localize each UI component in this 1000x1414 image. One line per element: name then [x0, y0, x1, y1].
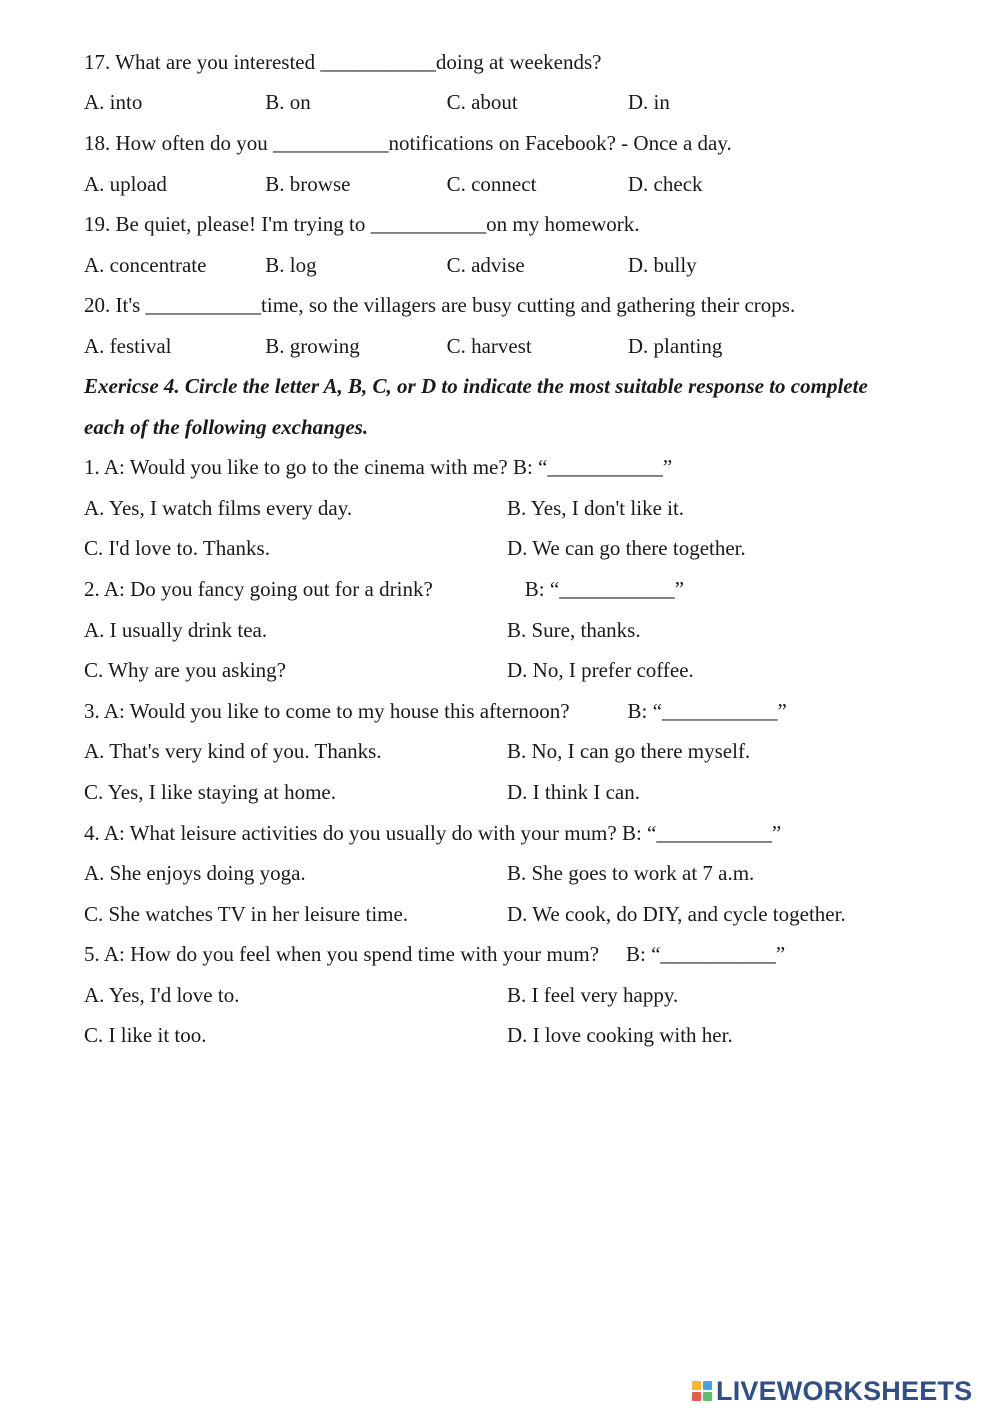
option-a[interactable]: A. upload	[84, 172, 167, 196]
option-b[interactable]: B. browse	[265, 172, 351, 196]
logo-square	[692, 1392, 701, 1401]
stem-prompt: 3. A: Would you like to come to my house this afternoon?	[84, 699, 570, 723]
question-17-options	[84, 82, 809, 122]
ex4-question-3-options-row1	[84, 731, 930, 771]
option-d[interactable]: D. I love cooking with her.	[507, 1023, 733, 1047]
exercise-4-heading: Exericse 4. Circle the letter A, B, C, or D to indicate the most suitable response to complete	[84, 374, 868, 398]
option-b[interactable]: B. Sure, thanks.	[507, 618, 641, 642]
option-d[interactable]: D. planting	[627, 334, 723, 358]
question-19-stem: 19. Be quiet, please! I'm trying to ___________on my homework.	[84, 212, 640, 236]
ex4-question-2-stem	[84, 569, 684, 609]
option-a[interactable]: A. She enjoys doing yoga.	[84, 861, 306, 885]
stem-answer-blank[interactable]: B: “___________”	[626, 942, 786, 966]
option-b[interactable]: B. I feel very happy.	[507, 983, 679, 1007]
option-a[interactable]: A. I usually drink tea.	[84, 618, 268, 642]
ex4-question-1-options-row2	[84, 528, 930, 568]
logo-square	[703, 1381, 712, 1390]
option-a[interactable]: A. Yes, I watch films every day.	[84, 496, 353, 520]
option-a[interactable]: A. concentrate	[84, 253, 207, 277]
option-c[interactable]: C. about	[446, 90, 518, 114]
option-c[interactable]: C. She watches TV in her leisure time.	[84, 902, 409, 926]
question-20-options	[84, 326, 809, 366]
stem-answer-blank[interactable]: B: “___________”	[524, 577, 685, 601]
option-d[interactable]: D. I think I can.	[507, 780, 640, 804]
option-d[interactable]: D. We can go there together.	[507, 536, 746, 560]
option-c[interactable]: C. I'd love to. Thanks.	[84, 536, 270, 560]
option-b[interactable]: B. She goes to work at 7 a.m.	[507, 861, 755, 885]
question-18-stem: 18. How often do you ___________notifications on Facebook? - Once a day.	[84, 131, 732, 155]
option-c[interactable]: C. Yes, I like staying at home.	[84, 780, 336, 804]
ex4-question-3-options-row2	[84, 772, 930, 812]
stem-prompt: 2. A: Do you fancy going out for a drink?	[84, 577, 433, 601]
ex4-question-2-options-row1	[84, 610, 930, 650]
option-a[interactable]: A. That's very kind of you. Thanks.	[84, 739, 382, 763]
ex4-question-3-stem	[84, 691, 787, 731]
ex4-question-1-options-row1	[84, 488, 930, 528]
option-b[interactable]: B. log	[265, 253, 317, 277]
question-18-options	[84, 164, 809, 204]
ex4-question-2-options-row2	[84, 650, 930, 690]
ex4-question-4-options-row1	[84, 853, 930, 893]
option-b[interactable]: B. No, I can go there myself.	[507, 739, 751, 763]
logo-square	[692, 1381, 701, 1390]
question-20-stem: 20. It's ___________time, so the villagers are busy cutting and gathering their crops.	[84, 293, 796, 317]
ex4-question-1-stem: 1. A: Would you like to go to the cinema with me? B: “___________”	[84, 455, 673, 479]
option-d[interactable]: D. check	[627, 172, 703, 196]
ex4-question-5-options-row2	[84, 1015, 930, 1055]
option-c[interactable]: C. I like it too.	[84, 1023, 207, 1047]
option-b[interactable]: B. Yes, I don't like it.	[507, 496, 685, 520]
option-a[interactable]: A. Yes, I'd love to.	[84, 983, 240, 1007]
stem-prompt: 5. A: How do you feel when you spend time with your mum?	[84, 942, 600, 966]
option-c[interactable]: C. Why are you asking?	[84, 658, 286, 682]
option-a[interactable]: A. into	[84, 90, 143, 114]
option-c[interactable]: C. harvest	[446, 334, 532, 358]
option-b[interactable]: B. on	[265, 90, 311, 114]
liveworksheets-logo[interactable]	[692, 1376, 972, 1406]
option-d[interactable]: D. We cook, do DIY, and cycle together.	[507, 902, 846, 926]
logo-grid-icon	[692, 1381, 712, 1401]
option-d[interactable]: D. in	[627, 90, 670, 114]
logo-text: LIVEWORKSHEETS	[716, 1375, 973, 1406]
question-17-stem: 17. What are you interested ___________doing at weekends?	[84, 50, 602, 74]
option-d[interactable]: D. bully	[627, 253, 697, 277]
option-b[interactable]: B. growing	[265, 334, 360, 358]
option-d[interactable]: D. No, I prefer coffee.	[507, 658, 694, 682]
question-19-options	[84, 245, 809, 285]
ex4-question-4-options-row2	[84, 894, 930, 934]
ex4-question-4-stem: 4. A: What leisure activities do you usually do with your mum? B: “___________”	[84, 821, 782, 845]
stem-answer-blank[interactable]: B: “___________”	[627, 699, 787, 723]
option-c[interactable]: C. advise	[446, 253, 525, 277]
ex4-question-5-options-row1	[84, 975, 930, 1015]
logo-square	[703, 1392, 712, 1401]
ex4-question-5-stem	[84, 934, 785, 974]
option-a[interactable]: A. festival	[84, 334, 172, 358]
option-c[interactable]: C. connect	[446, 172, 537, 196]
exercise-4-heading-cont: each of the following exchanges.	[84, 415, 369, 439]
